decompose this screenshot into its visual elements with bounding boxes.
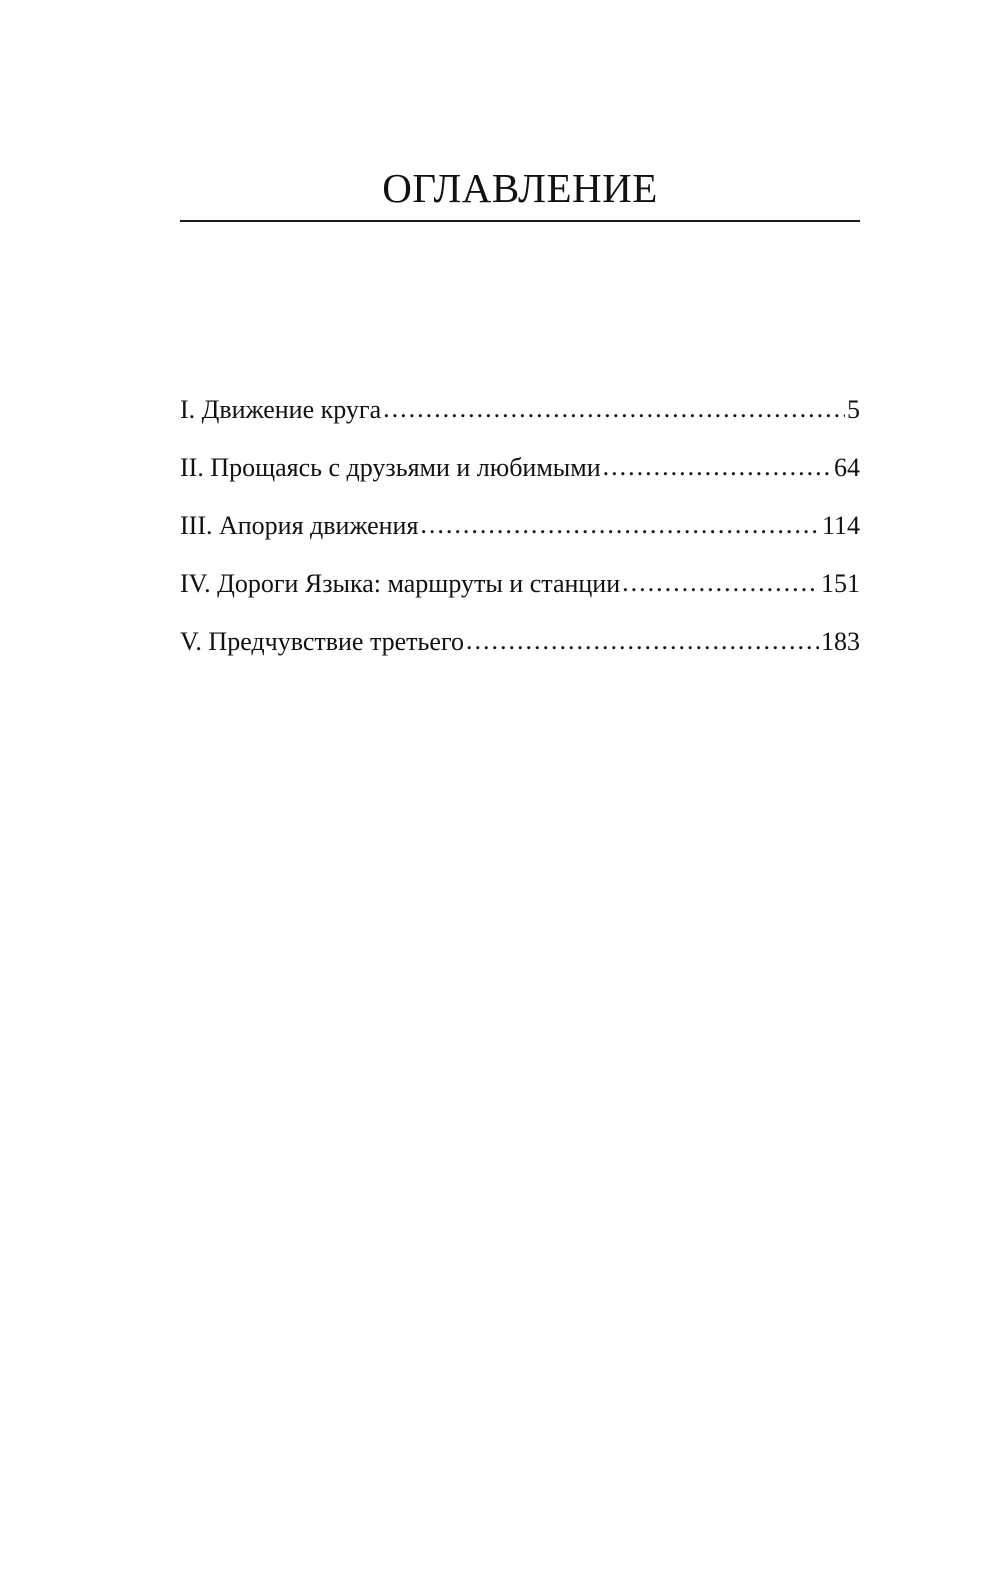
toc-entry-page: 5 — [847, 395, 860, 424]
toc-entry-page: 183 — [821, 627, 860, 656]
dot-leader — [420, 509, 820, 540]
toc-entry-label: I. Движение круга — [180, 395, 382, 424]
toc-entry — [180, 510, 860, 568]
dot-leader — [603, 451, 832, 482]
page-title: ОГЛАВЛЕНИЕ — [382, 165, 658, 211]
dot-leader — [622, 567, 819, 598]
toc-entry-label: V. Предчувствие третьего — [180, 627, 464, 656]
toc-entry — [180, 568, 860, 626]
toc-entry — [180, 394, 860, 452]
toc-entry — [180, 452, 860, 510]
dot-leader — [466, 625, 819, 656]
toc-entry-label: IV. Дороги Языка: маршруты и станции — [180, 569, 621, 598]
toc-entry — [180, 626, 860, 684]
dot-leader — [383, 393, 845, 424]
toc-entry-page: 151 — [821, 569, 860, 598]
toc-entry-label: II. Прощаясь с друзьями и любимыми — [180, 453, 601, 482]
table-of-contents — [180, 394, 860, 684]
toc-entry-page: 114 — [821, 511, 860, 540]
title-underline — [180, 220, 860, 222]
toc-entry-label: III. Апория движения — [180, 511, 419, 540]
toc-entry-page: 64 — [834, 453, 860, 482]
